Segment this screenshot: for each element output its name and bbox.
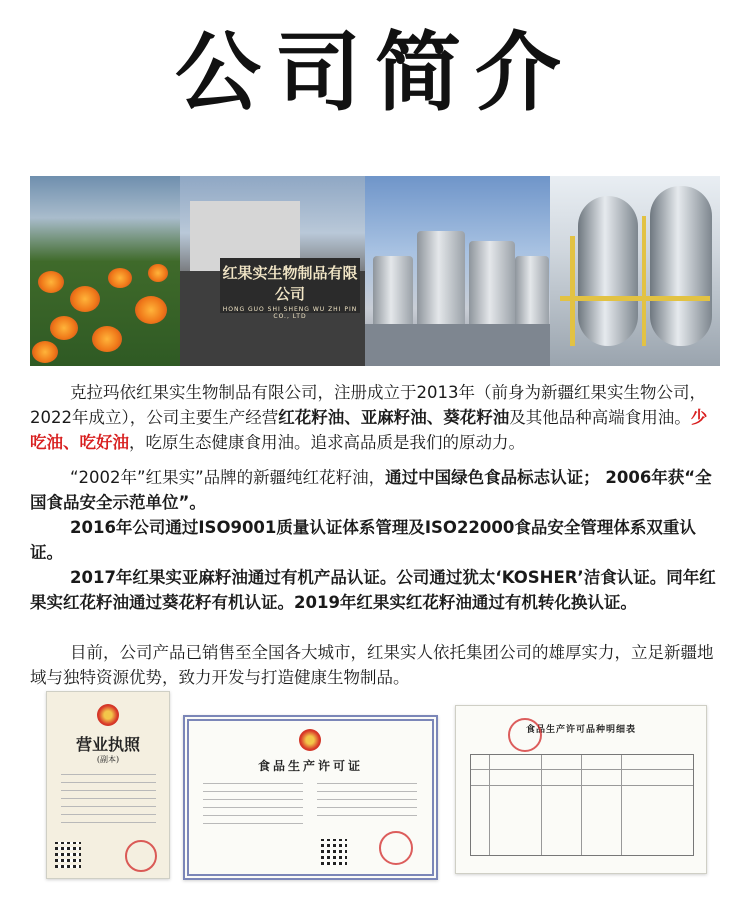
history-2002-text: “2002年”红果实”品牌的新疆纯红花籽油， [70, 468, 386, 487]
food-production-license-title: 食品生产许可证 [257, 759, 363, 773]
intro-text: 克拉玛依红果实生物制品有限公司，注册成立于2013年（前身为新疆红果实生物公司，2022年成立），公司主要生产经营 [30, 383, 706, 427]
certificates-row [0, 688, 750, 888]
current-status-text: 目前，公司产品已销售至全国各大城市，红果实人依托集团公司的雄厚实力，立足新疆地域与独特资源优势，致力开发与打造健康生物制品。 [30, 643, 714, 687]
business-license-sub: (副本) [96, 755, 120, 764]
food-production-license-certificate [183, 715, 438, 880]
permit-detail-title: 食品生产许可品种明细表 [525, 725, 636, 735]
history-2017-text: 2017年红果实亚麻籽油通过有机产品认证。公司通过犹太‘KOSHER’洁食认证。同年红果实红花籽油通过葵花籽有机认证。2019年红果实红花籽油通过有机转化换认证。 [30, 568, 716, 612]
slogan-highlight: 少吃油、吃好油 [30, 408, 708, 452]
current-status [30, 640, 722, 690]
qr-code-icon [321, 839, 347, 865]
intro-paragraph [30, 380, 722, 455]
red-seal-icon [379, 831, 413, 865]
permit-detail-table [470, 754, 694, 856]
company-photo-strip [30, 176, 720, 366]
safflower-field-photo [30, 176, 180, 366]
qr-code-icon [55, 842, 81, 868]
history-2002 [30, 465, 722, 515]
red-seal-icon [508, 718, 542, 752]
intro-text-2: 及其他品种高端食用油。 [509, 408, 691, 427]
production-equipment-photo [550, 176, 720, 366]
main-products: 红花籽油、亚麻籽油、葵花籽油 [278, 408, 510, 427]
business-license-title: 营业执照 [75, 735, 140, 754]
red-seal-icon [125, 840, 157, 872]
storage-tanks-photo [365, 176, 550, 366]
business-license-certificate [46, 691, 170, 879]
history-2016-text: 2016年公司通过ISO9001质量认证体系管理及ISO22000食品安全管理体系双重认证。 [30, 518, 696, 562]
history-2017 [30, 565, 722, 615]
factory-sign-sub: HONG GUO SHI SHENG WU ZHI PIN CO., LTD [222, 306, 358, 320]
production-permit-detail-certificate [455, 705, 707, 874]
history-2016 [30, 515, 722, 565]
factory-sign-name: 红果实生物制品有限公司 [222, 264, 358, 303]
factory-gate-photo [180, 176, 365, 366]
national-emblem-icon [97, 704, 119, 726]
page-title: 公司简介 [175, 22, 575, 123]
history-2002-certification: 通过中国绿色食品标志认证； 2006年获“全国食品安全示范单位”。 [30, 468, 712, 512]
national-emblem-icon [299, 729, 321, 751]
factory-sign [220, 258, 360, 320]
intro-text-3: ，吃原生态健康食用油。追求高品质是我们的原动力。 [129, 433, 525, 452]
